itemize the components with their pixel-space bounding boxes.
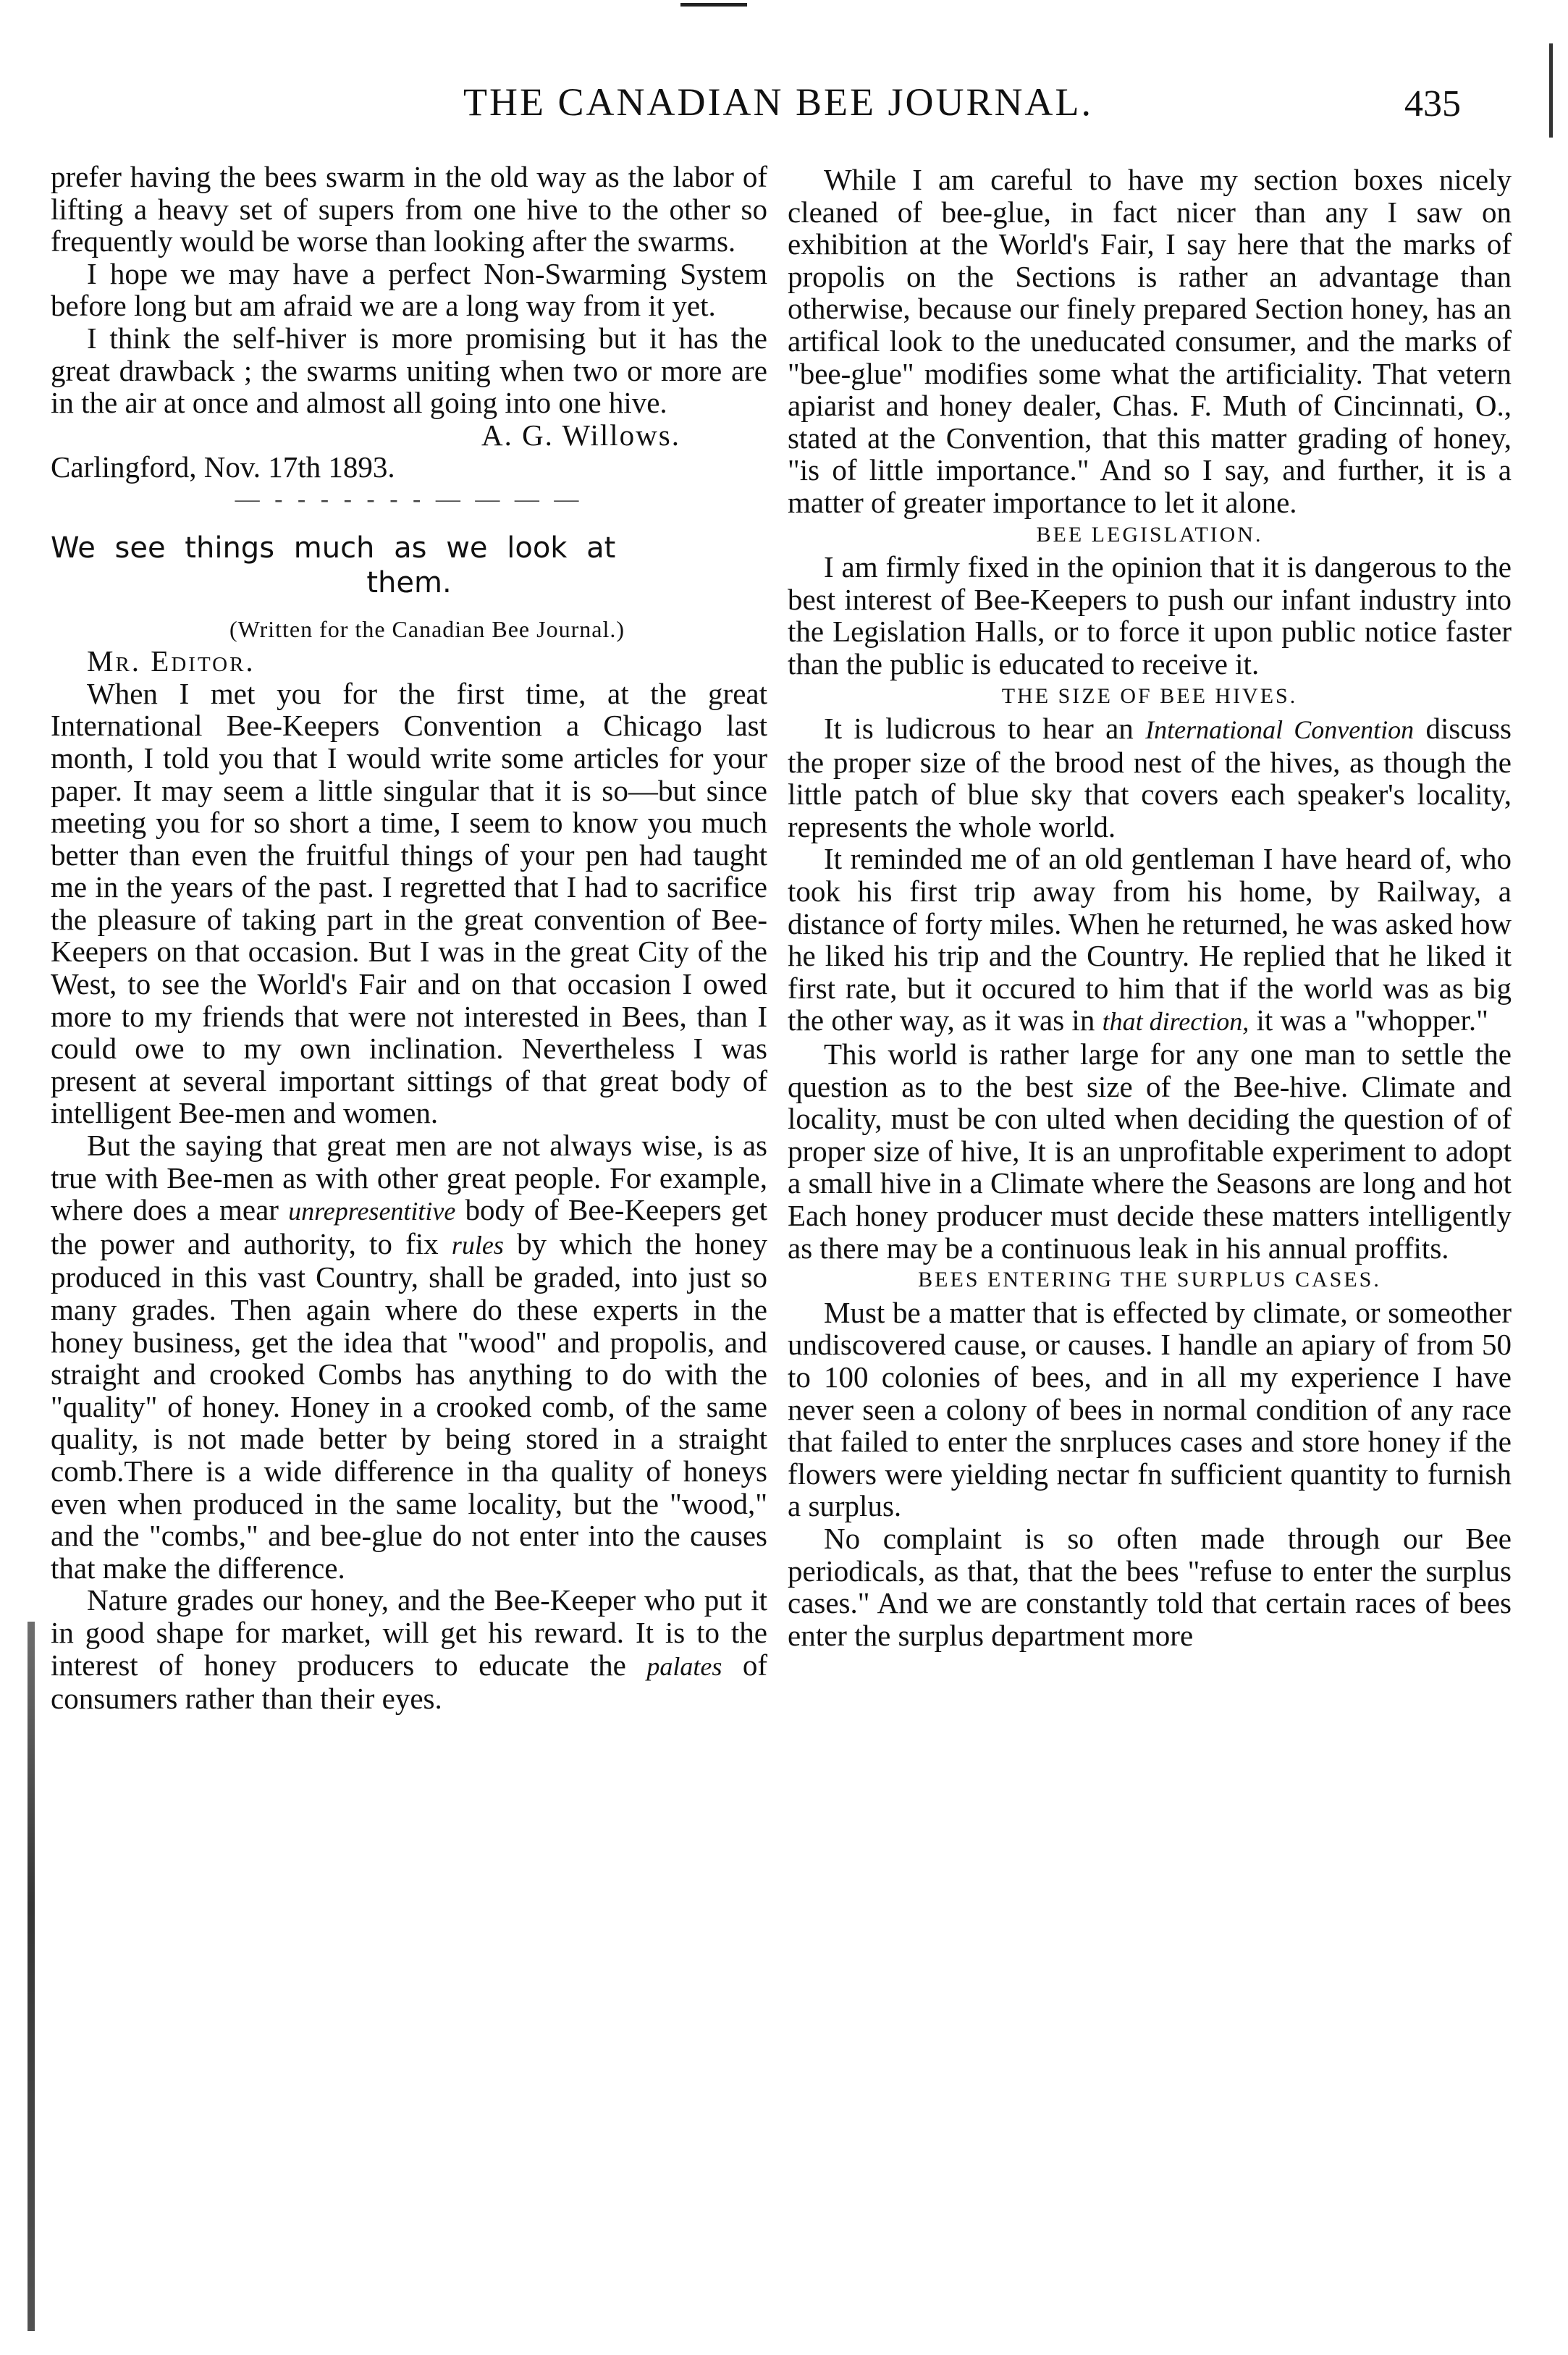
text-run: Nature grades our honey, and the Bee-Keeper who put it in good shape for market, will get his reward. It is to the interest of honey producers to educate the	[51, 1583, 767, 1682]
italic-run: palates	[646, 1651, 722, 1681]
paragraph: Must be a matter that is effected by climate, or someother undiscovered cause, or causes. I handle an apiary of from 50 to 100 colonies of bees, and in all my experience I have never seen a colony of bees in normal condition of any race that failed to enter the snrpluces cases and store honey if the flowers were yielding nectar fn sufficient quantity to furnish a surplus.	[788, 1295, 1512, 1523]
text-run: It reminded me of an old gentleman I have heard of, who took his first trip away from his home, by Railway, a distance of forty miles. When he returned, he was asked how he liked his trip and the Country. He replied that he liked it first rate, but it occured to him that if the world was as big the other way, as it was in	[788, 842, 1512, 1037]
page-header	[0, 80, 1568, 138]
paragraph	[51, 1129, 767, 1584]
text-run: body of Bee-Keepers get the power and authority, to fix	[51, 1193, 768, 1260]
headline-line-1: We see things much as we look at	[51, 531, 616, 565]
paragraph: I am firmly fixed in the opinion that it is dangerous to the best interest of Bee-Keepers to push our infant industry into the Legislation Halls, or to force it upon public notice faster than the public is educated to receive it.	[788, 550, 1512, 681]
section-divider: — - - - - - - - — — — —	[235, 485, 583, 513]
text-run: discuss the proper size of the brood nest of the hives, as though the little patch of blue sky that covers each speaker's locality, represents the whole world.	[788, 712, 1512, 843]
paragraph	[51, 1584, 767, 1714]
top-rule	[680, 3, 747, 7]
page-number: 435	[1404, 83, 1461, 125]
paragraph: When I met you for the first time, at the great International Bee-Keepers Convention a Chicago last month, I told you that I would write some articles for your paper. It may seem a little singular that it is so—but since meeting you for so short a time, I seem to know you much better than even the fruitful things of your pen had taught me in the years of the past. I regretted that I had to sacrifice the pleasure of taking part in the great convention of Bee-Keepers on that occasion. But I was in the great City of the West, to see the World's Fair and on that occasion I owed more to my friends that were not interested in Bees, than I could owe to my own inclination. Nevertheless I was present at several important sittings of that great body of intelligent Bee-men and women.	[51, 676, 767, 1130]
paragraph	[788, 712, 1512, 843]
paragraph	[788, 843, 1512, 1038]
paragraph: I think the self-hiver is more promising but it has the great drawback ; the swarms uniting when two or more are in the air at once and almost all going into one hive.	[51, 321, 767, 420]
journal-title: THE CANADIAN BEE JOURNAL.	[463, 80, 1093, 124]
signature: A. G. Willows.	[481, 418, 680, 452]
section-heading: BEES ENTERING THE SURPLUS CASES.	[918, 1268, 1381, 1292]
byline-note: (Written for the Canadian Bee Journal.)	[229, 615, 625, 642]
salutation: Mr. Editor.	[87, 644, 256, 678]
text-run: it was a "whopper."	[1249, 1003, 1488, 1037]
text-run: of consumers rather than their eyes.	[51, 1648, 767, 1716]
binding-edge	[28, 1622, 35, 2331]
text-run: It is ludicrous to hear an	[824, 712, 1146, 746]
paragraph: While I am careful to have my section boxes nicely cleaned of bee-glue, in fact nicer than any I saw on exhibition at the World's Fair, I say here that the marks of propolis on the Sections is rather an advantage than otherwise, because our finely prepared Section honey, has an artifical look to the uneducated consumer, and the marks of "bee-glue" modifies some what the artificiality. That vetern apiarist and honey dealer, Chas. F. Muth of Cincinnati, O., stated at the Convention, that this matter grading of honey, "is of little importance." And so I say, and further, it is a matter of greater importance to let it alone.	[788, 163, 1512, 519]
italic-run: International Convention	[1145, 715, 1415, 745]
italic-run: unrepresentitive	[288, 1197, 456, 1226]
text-run: by which the honey produced in this vast Country, shall be graded, into just so many grades. Then again where do these experts in the honey business, get the idea that "wood" and propolis, and straight and crooked Combs has anything to do with the "quality" of honey. Honey in a crooked comb, of the same quality, is not made better by being stored in a straight comb.There is a wide difference in tha quality of honeys even when produced in the same locality, but the "wood," and the "combs," and bee-glue do not enter into the causes that make the difference.	[51, 1226, 767, 1585]
paragraph: No complaint is so often made through our Bee periodicals, as that, that the bees "refuse to enter the surplus cases." And we are constantly told that certain races of bees enter the surplus department more	[788, 1521, 1512, 1652]
dateline: Carlingford, Nov. 17th 1893.	[51, 450, 395, 484]
article-headline	[51, 531, 767, 600]
italic-run: rules	[451, 1230, 504, 1260]
paragraph: This world is rather large for any one man to settle the question as to the best size of the Bee-hive. Climate and locality, must be con ulted when deciding the question of of proper size of hive, It is an unprofitable experiment to adopt a small hive in a Climate where the Seasons are long and hot Each honey producer must decide these matters intelligently as there may be a continuous leak in his annual proffits.	[788, 1037, 1512, 1265]
section-heading: THE SIZE OF BEE HIVES.	[1001, 683, 1298, 708]
left-column	[51, 161, 767, 1715]
headline-line-2: them.	[366, 565, 452, 599]
right-column	[788, 164, 1512, 1651]
paragraph: prefer having the bees swarm in the old way as the labor of lifting a heavy set of supers from one hive to the other so frequently would be worse than looking after the swarms.	[51, 160, 767, 258]
paragraph: I hope we may have a perfect Non-Swarming System before long but am afraid we are a long way from it yet.	[51, 256, 767, 323]
text-run: But the saying that great men are not always wise, is as true with Bee-men as with other great people. For example, where does a mear	[51, 1129, 767, 1227]
section-heading: BEE LEGISLATION.	[1036, 522, 1263, 547]
italic-run: that direction,	[1102, 1007, 1249, 1037]
